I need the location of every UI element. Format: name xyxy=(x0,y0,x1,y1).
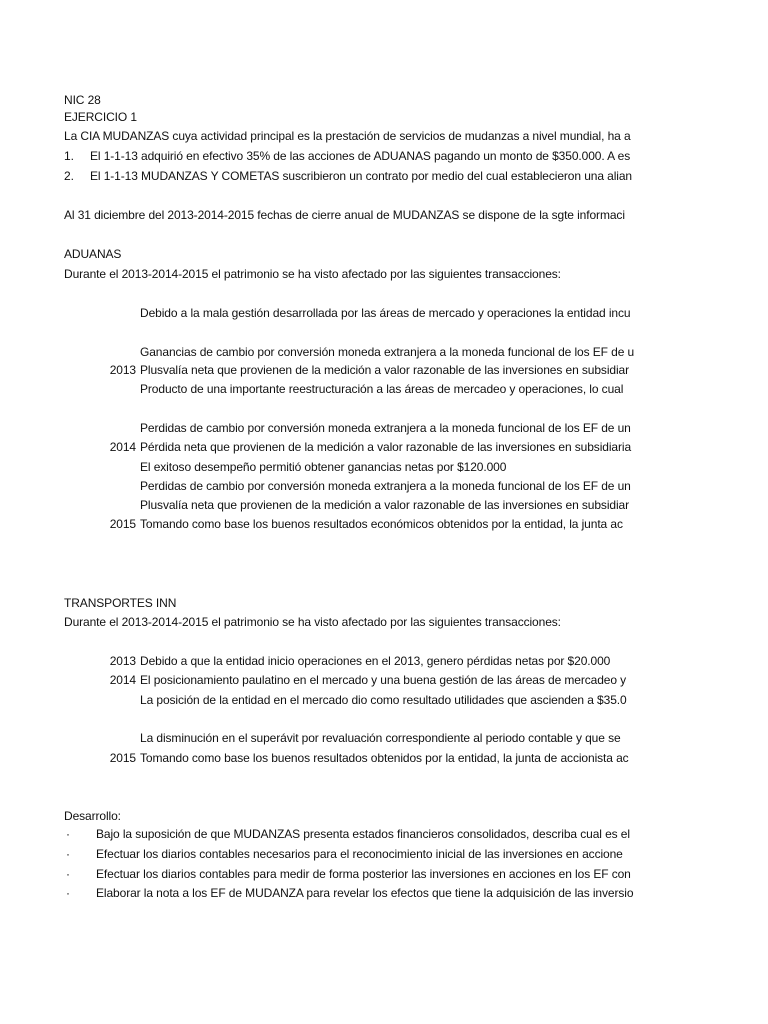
transaction-line: Perdidas de cambio por conversión moneda extranjera a la moneda funcional de los EF de un xyxy=(140,479,631,493)
item-number: 2. xyxy=(64,169,74,183)
transaction-line: Plusvalía neta que provienen de la medición a valor razonable de las inversiones en subsidiar xyxy=(140,498,630,512)
transaction-line: Ganancias de cambio por conversión moneda extranjera a la moneda funcional de los EF de u xyxy=(140,345,635,359)
exercise-label: EJERCICIO 1 xyxy=(64,110,137,124)
item-text: El 1-1-13 MUDANZAS Y COMETAS suscribieron un contrato por medio del cual establecieron una alian xyxy=(90,169,632,183)
list-item-text: Bajo la suposición de que MUDANZAS presenta estados financieros consolidados, describa cual es el xyxy=(96,827,630,841)
transaction-line: Debido a que la entidad inicio operaciones en el 2013, genero pérdidas netas por $20.000 xyxy=(140,654,611,668)
transaction-line: Pérdida neta que provienen de la medición a valor razonable de las inversiones en subsidiaria xyxy=(140,440,632,454)
transaction-line: Producto de una importante reestructuración a las áreas de mercadeo y operaciones, lo cual xyxy=(140,382,624,396)
intro-paragraph: La CIA MUDANZAS cuya actividad principal es la prestación de servicios de mudanzas a nivel mundial, ha a xyxy=(64,129,631,143)
transaction-line: Tomando como base los buenos resultados obtenidos por la entidad, la junta de accionista ac xyxy=(140,751,629,765)
item-text: El 1-1-13 adquirió en efectivo 35% de las acciones de ADUANAS pagando un monto de $350.000. A es xyxy=(90,149,631,163)
bullet-icon: · xyxy=(66,886,70,900)
year-label: 2013 xyxy=(109,363,136,377)
year-label: 2015 xyxy=(109,751,136,765)
closing-note: Al 31 diciembre del 2013-2014-2015 fechas de cierre anual de MUDANZAS se dispone de la sgte informaci xyxy=(64,208,625,222)
section-heading-transportes: TRANSPORTES INN xyxy=(64,596,177,610)
bullet-icon: · xyxy=(66,847,70,861)
doc-title: NIC 28 xyxy=(64,93,101,107)
bullet-icon: · xyxy=(66,867,70,881)
section-intro: Durante el 2013-2014-2015 el patrimonio se ha visto afectado por las siguientes transacciones: xyxy=(64,615,561,629)
transaction-line: El exitoso desempeño permitió obtener ganancias netas por $120.000 xyxy=(140,460,507,474)
year-label: 2013 xyxy=(109,654,136,668)
section-heading-aduanas: ADUANAS xyxy=(64,247,122,261)
bullet-icon: · xyxy=(66,827,70,841)
transaction-line: Perdidas de cambio por conversión moneda extranjera a la moneda funcional de los EF de un xyxy=(140,421,631,435)
transaction-line: Tomando como base los buenos resultados económicos obtenidos por la entidad, la junta ac xyxy=(140,517,623,531)
item-number: 1. xyxy=(64,149,74,163)
transaction-line: Plusvalía neta que provienen de la medición a valor razonable de las inversiones en subsidiar xyxy=(140,363,630,377)
year-label: 2015 xyxy=(109,517,136,531)
year-label: 2014 xyxy=(109,440,136,454)
list-item-text: Elaborar la nota a los EF de MUDANZA para revelar los efectos que tiene la adquisición de las inversio xyxy=(96,886,634,900)
transaction-line: La posición de la entidad en el mercado dio como resultado utilidades que ascienden a $35.0 xyxy=(140,693,627,707)
transaction-line: La disminución en el superávit por revaluación correspondiente al periodo contable y que se xyxy=(140,731,621,745)
list-item-text: Efectuar los diarios contables para medir de forma posterior las inversiones en acciones en los EF con xyxy=(96,867,631,881)
section-intro: Durante el 2013-2014-2015 el patrimonio se ha visto afectado por las siguientes transacciones: xyxy=(64,267,561,281)
transaction-line: Debido a la mala gestión desarrollada por las áreas de mercado y operaciones la entidad incu xyxy=(140,306,631,320)
year-label: 2014 xyxy=(109,673,136,687)
transaction-line: El posicionamiento paulatino en el mercado y una buena gestión de las áreas de mercadeo y xyxy=(140,673,627,687)
list-item-text: Efectuar los diarios contables necesarios para el reconocimiento inicial de las inversiones en accione xyxy=(96,847,623,861)
desarrollo-heading: Desarrollo: xyxy=(64,809,121,823)
